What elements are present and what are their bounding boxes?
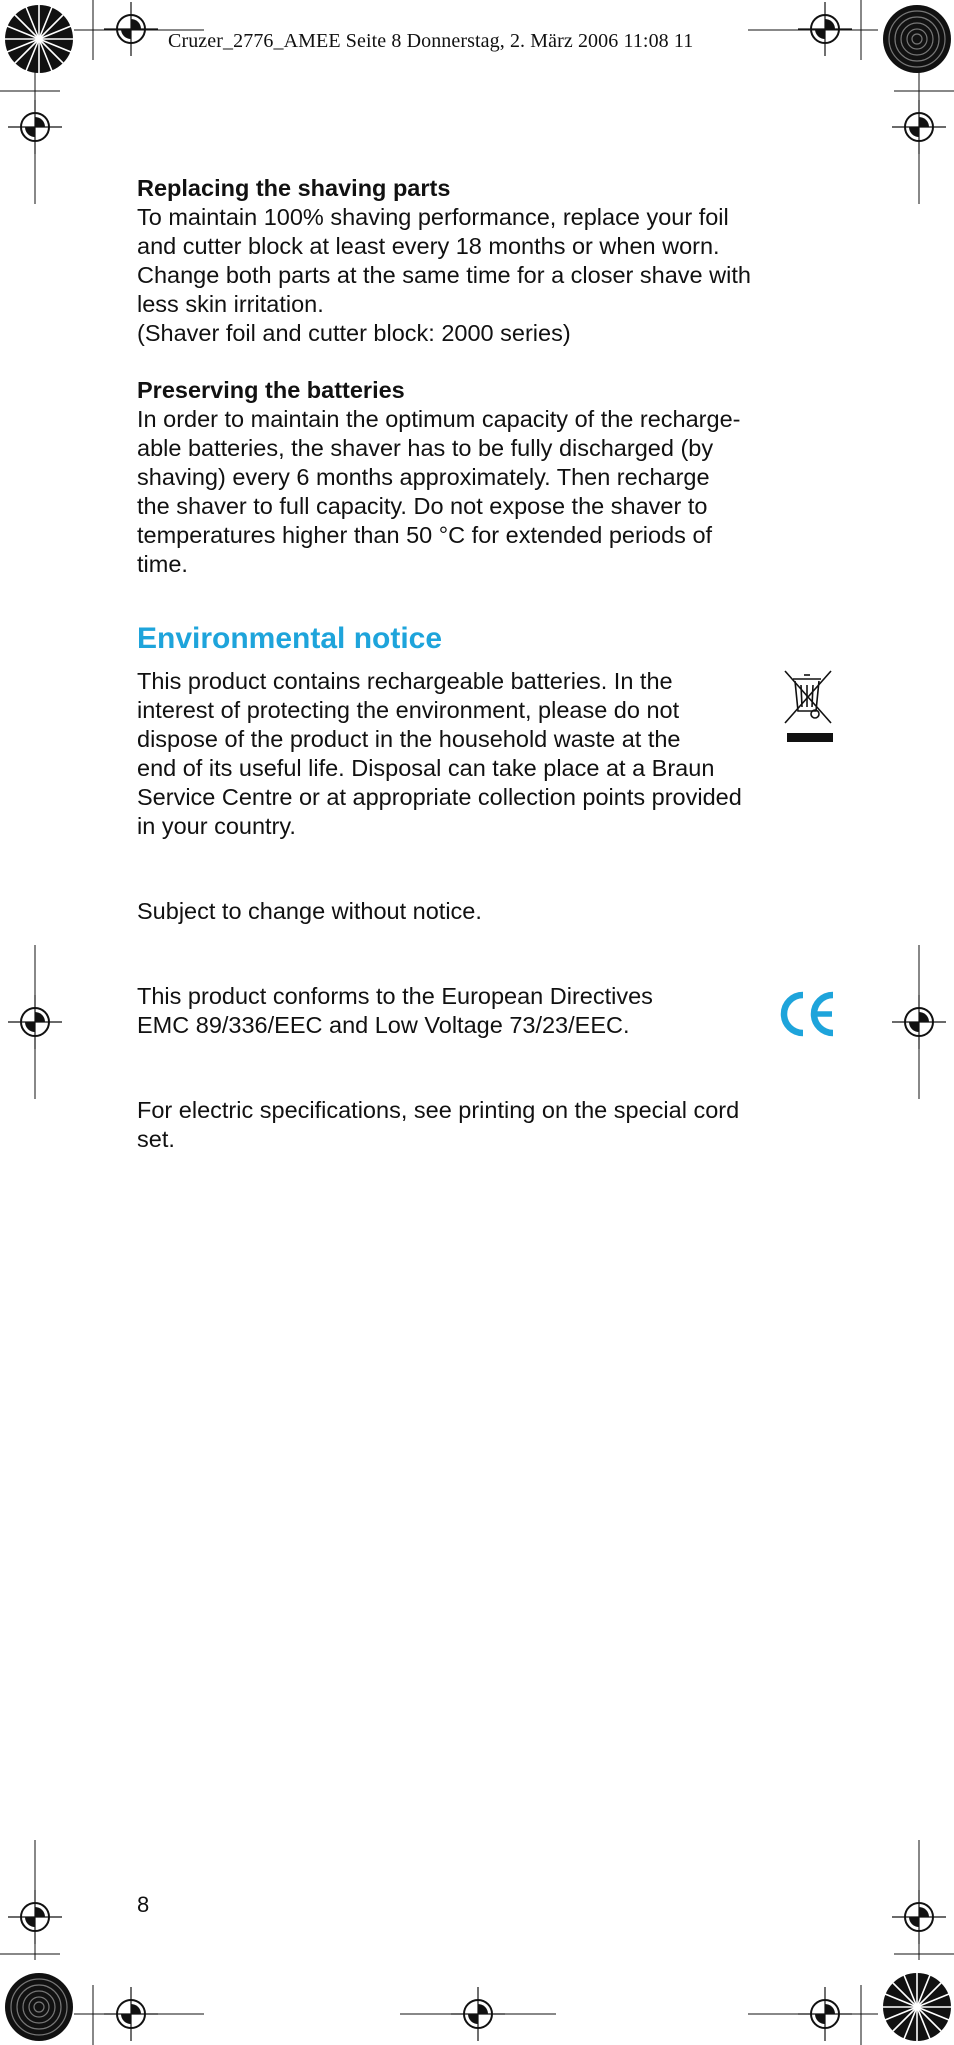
section-title: Environmental notice: [137, 622, 443, 655]
text-line: Service Centre or at appropriate collection points provided: [137, 784, 742, 810]
color-registration-target-icon: [4, 1972, 74, 2042]
text-line: the shaver to full capacity. Do not expose the shaver to: [137, 493, 708, 519]
text-line: To maintain 100% shaving performance, replace your foil: [137, 204, 729, 230]
section-text: [137, 203, 827, 348]
crop-mark: [894, 90, 954, 92]
crop-mark: [400, 2013, 556, 2015]
crop-mark: [34, 70, 36, 204]
section-text: [137, 982, 827, 1040]
text-line: and cutter block at least every 18 months or when worn.: [137, 233, 720, 259]
print-slug-line: Cruzer_2776_AMEE Seite 8 Donnerstag, 2. März 2006 11:08 11: [168, 30, 694, 52]
text-line: Change both parts at the same time for a closer shave with: [137, 262, 751, 288]
text-line: This product conforms to the European Directives: [137, 983, 653, 1009]
text-line: dispose of the product in the household waste at the: [137, 726, 681, 752]
crop-mark: [0, 1953, 60, 1955]
crop-mark: [748, 2013, 878, 2015]
section-text: [137, 667, 827, 841]
text-line: interest of protecting the environment, please do not: [137, 697, 680, 723]
crop-mark: [748, 29, 878, 31]
crop-mark: [74, 2013, 204, 2015]
crop-mark: [918, 70, 920, 204]
text-line: This product contains rechargeable batteries. In the: [137, 668, 673, 694]
crop-mark: [894, 1953, 954, 1955]
section-heading: Replacing the shaving parts: [137, 175, 451, 201]
section-preserving-batteries: [137, 376, 827, 579]
electric-specifications-note: [137, 1096, 827, 1154]
ce-mark-icon: [777, 990, 837, 1038]
text-line: able batteries, the shaver has to be fully discharged (by: [137, 435, 714, 461]
text-line: shaving) every 6 months approximately. Then recharge: [137, 464, 710, 490]
text-line: less skin irritation.: [137, 291, 324, 317]
text-line: (Shaver foil and cutter block: 2000 series): [137, 320, 571, 346]
text-line: temperatures higher than 50 °C for extended periods of: [137, 522, 713, 548]
section-heading: Preserving the batteries: [137, 377, 405, 403]
page-number: 8: [137, 1892, 150, 1917]
text-line: For electric specifications, see printing on the special cord: [137, 1097, 740, 1123]
section-environmental-notice: [137, 621, 827, 841]
text-line: set.: [137, 1126, 175, 1152]
text-line: end of its useful life. Disposal can take place at a Braun: [137, 755, 715, 781]
text-line: EMC 89/336/EEC and Low Voltage 73/23/EEC.: [137, 1012, 630, 1038]
crop-mark: [860, 1985, 862, 2045]
section-conformity: [137, 982, 827, 1040]
text-line: time.: [137, 551, 188, 577]
environment-block: [137, 667, 827, 841]
crop-mark: [34, 1840, 36, 1960]
color-registration-target-icon: [882, 4, 952, 74]
color-registration-target-icon: [4, 4, 74, 74]
crossed-out-wheelie-bin-icon: [779, 667, 837, 743]
text-line: In order to maintain the optimum capacity of the recharge-: [137, 406, 741, 432]
crop-mark: [918, 945, 920, 1099]
crop-mark: [34, 945, 36, 1099]
color-registration-target-icon: [882, 1972, 952, 2042]
crop-mark: [0, 90, 60, 92]
section-replacing-parts: [137, 174, 827, 348]
crop-mark: [918, 1840, 920, 1960]
document-body: [137, 174, 827, 1154]
text-line: in your country.: [137, 813, 296, 839]
section-text: [137, 405, 827, 579]
change-notice: Subject to change without notice.: [137, 898, 482, 924]
crop-mark: [92, 1985, 94, 2045]
